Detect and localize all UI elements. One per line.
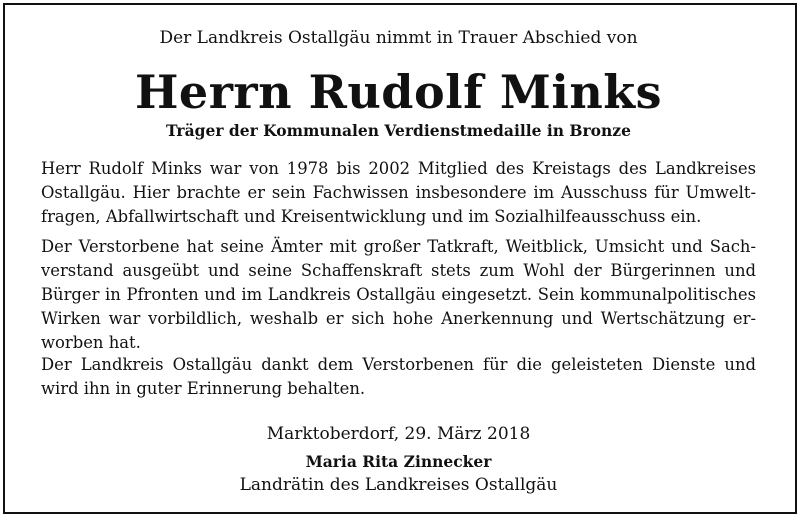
intro-line: Der Landkreis Ostallgäu nimmt in Trauer Abschied von — [159, 28, 638, 48]
award-line: Träger der Kommunalen Verdienstmedaille in Bronze — [166, 121, 631, 140]
paragraph-career: Herr Rudolf Minks war von 1978 bis 2002 Mitglied des Kreistags des Landkreises Ostallgäu. Hier brachte er sein Fachwissen insbesondere im Ausschuss für Umweltfragen, Abfallwirtschaft und Kreisentwicklung und im Sozialhilfeausschuss ein. — [41, 159, 756, 226]
place-and-date: Marktoberdorf, 29. März 2018 — [266, 424, 531, 444]
deceased-name: Herrn Rudolf Minks — [134, 65, 663, 119]
paragraph-tribute: Der Verstorbene hat seine Ämter mit großer Tatkraft, Weitblick, Umsicht und Sachverstand ausgeübt und seine Schaffenskraft stets zum Wohl der Bürgerinnen und Bürger in Pfronten und im Landkreis Ostallgäu eingesetzt. Sein kommunalpolitisches Wirken war vorbildlich, weshalb er sich hohe Anerkennung und Wertschätzung erworben hat. — [41, 237, 756, 352]
signer-title: Landrätin des Landkreises Ostallgäu — [239, 475, 558, 495]
paragraph-thanks: Der Landkreis Ostallgäu dankt dem Verstorbenen für die geleisteten Dienste und wird ihn in guter Erinnerung behalten. — [41, 355, 756, 398]
signer-name: Maria Rita Zinnecker — [305, 452, 492, 471]
